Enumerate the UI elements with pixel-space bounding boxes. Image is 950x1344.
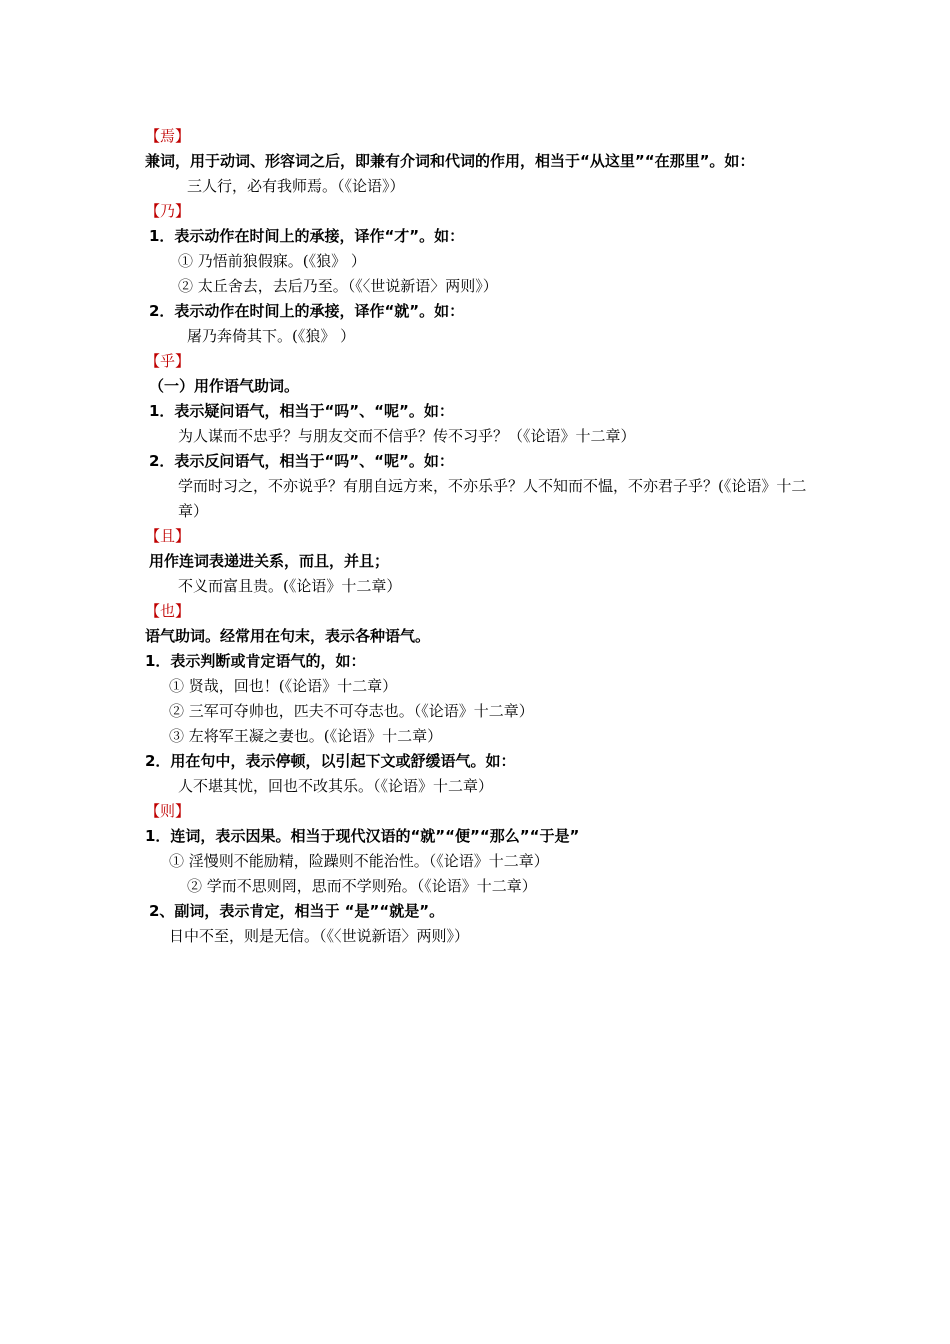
line-04: 【乃】 xyxy=(145,202,191,220)
line-13: 为人谋而不忠乎？与朋友交而不信乎？传不习乎？（《论语》十二章） xyxy=(178,427,636,445)
line-30: ② 学而不思则罔，思而不学则殆。（《论语》十二章） xyxy=(187,877,537,895)
line-14: 2．表示反问语气，相当于“吗”、“呢”。如： xyxy=(149,452,454,470)
line-03: 三人行，必有我师焉。（《论语》） xyxy=(187,177,405,195)
line-10: 【乎】 xyxy=(145,352,191,370)
line-18: 不义而富且贵。(《论语》十二章） xyxy=(178,577,402,595)
line-28: 1．连词，表示因果。相当于现代汉语的“就”“便”“那么”“于是” xyxy=(145,827,580,845)
line-29: ① 淫慢则不能励精，险躁则不能治性。（《论语》十二章） xyxy=(169,852,549,870)
line-31: 2、副词，表示肯定，相当于 “是”“就是”。 xyxy=(149,902,445,920)
line-22: ① 贤哉，回也！(《论语》十二章） xyxy=(169,677,398,695)
line-23: ② 三军可夺帅也，匹夫不可夺志也。（《论语》十二章） xyxy=(169,702,534,720)
line-27: 【则】 xyxy=(145,802,191,820)
line-11: （一）用作语气助词。 xyxy=(149,377,300,395)
line-15: 学而时习之，不亦说乎？有朋自远方来，不亦乐乎？人不知而不愠，不亦君子乎？(《论语》十二章） xyxy=(178,477,807,520)
line-07: ② 太丘舍去，去后乃至。（《〈世说新语〉两则》） xyxy=(178,277,498,295)
line-21: 1．表示判断或肯定语气的，如： xyxy=(145,652,366,670)
line-16: 【且】 xyxy=(145,527,191,545)
line-09: 屠乃奔倚其下。(《狼》 ） xyxy=(187,327,356,345)
line-17: 用作连词表递进关系，而且，并且； xyxy=(149,552,390,570)
line-25: 2．用在句中，表示停顿，以引起下文或舒缓语气。如： xyxy=(145,752,516,770)
line-06: ① 乃悟前狼假寐。(《狼》 ） xyxy=(178,252,366,270)
line-02: 兼词，用于动词、形容词之后，即兼有介词和代词的作用，相当于“从这里”“在那里”。如： xyxy=(145,152,755,170)
line-26: 人不堪其忧，回也不改其乐。（《论语》十二章） xyxy=(178,777,494,795)
line-12: 1．表示疑问语气，相当于“吗”、“呢”。如： xyxy=(149,402,454,420)
line-01: 【焉】 xyxy=(145,127,191,145)
line-32: 日中不至，则是无信。（《〈世说新语〉两则》） xyxy=(169,927,470,945)
line-08: 2．表示动作在时间上的承接，译作“就”。如： xyxy=(149,302,465,320)
line-20: 语气助词。经常用在句末，表示各种语气。 xyxy=(145,627,431,645)
line-05: 1．表示动作在时间上的承接，译作“才”。如： xyxy=(149,227,465,245)
document-body xyxy=(145,124,815,949)
line-24: ③ 左将军王凝之妻也。(《论语》十二章） xyxy=(169,727,443,745)
line-19: 【也】 xyxy=(145,602,191,620)
